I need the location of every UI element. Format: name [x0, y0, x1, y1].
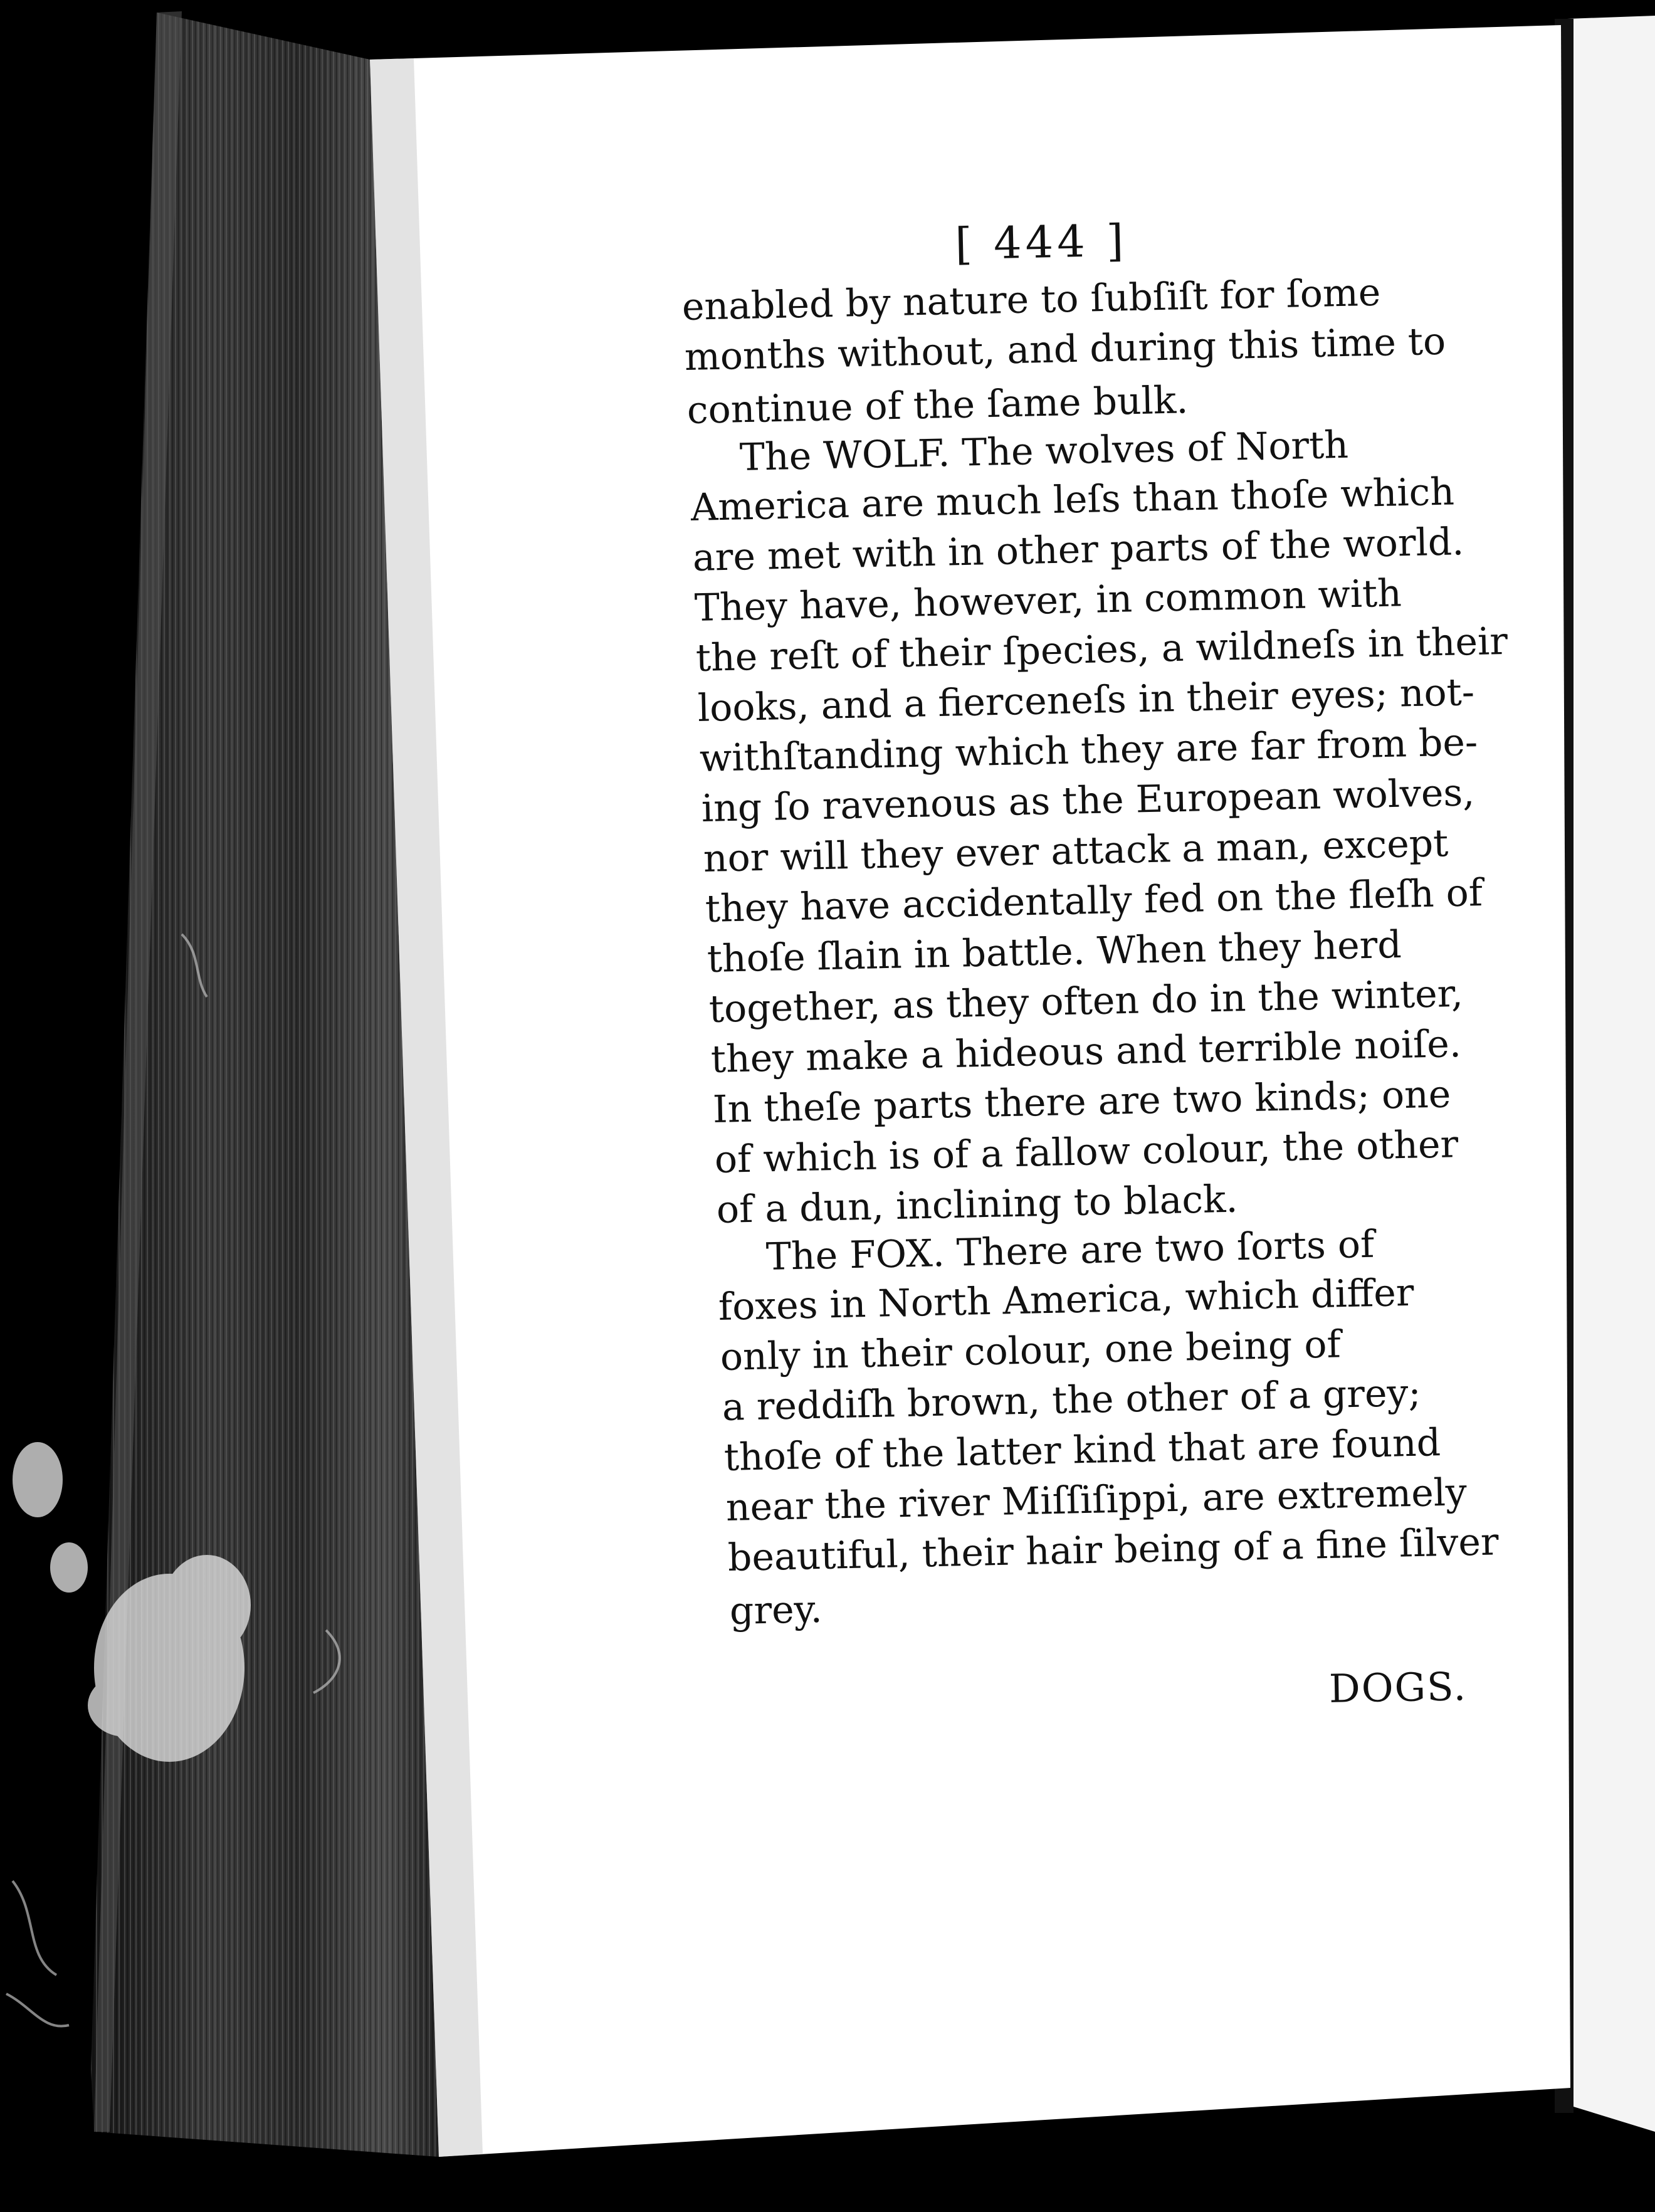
text-line: nor will they ever attack a man, except	[703, 821, 1449, 881]
text-line: In theſe parts there are two kinds; one	[712, 1072, 1451, 1132]
text-line: of a dun, inclining to black.	[716, 1177, 1239, 1232]
text-line: of which is of a fallow colour, the other	[714, 1122, 1459, 1182]
text-line: months without, and during this time to	[684, 319, 1446, 379]
text-line: ing ſo ravenous as the European wolves,	[701, 771, 1475, 831]
text-line: they make a hideous and terrible noiſe.	[710, 1021, 1462, 1082]
text-line: grey.	[729, 1587, 823, 1633]
catchword: DOGS.	[1328, 1663, 1468, 1712]
text-line: The FOX. There are two ſorts of	[765, 1222, 1375, 1279]
text-line: are met with in other parts of the world.	[692, 520, 1464, 580]
text-line: continue of the ſame bulk.	[686, 378, 1189, 433]
text-line: withſtanding which they are far from be-	[699, 720, 1478, 781]
text-line: a reddiſh brown, the other of a grey;	[722, 1371, 1422, 1430]
text-line: thoſe of the latter kind that are found	[723, 1421, 1441, 1480]
text-line: They have, however, in common with	[694, 571, 1402, 630]
text-line: looks, and a fierceneſs in their eyes; not-	[697, 670, 1475, 730]
page-number: [ 444 ]	[954, 214, 1128, 270]
text-line: they have accidentally fed on the fleſh of	[705, 871, 1483, 931]
text-line: The WOLF. The wolves of North	[739, 423, 1349, 480]
text-line: thoſe ſlain in battle. When they herd	[707, 922, 1402, 981]
text-line: America are much leſs than thoſe which	[690, 470, 1455, 530]
text-line: together, as they often do in the winter,	[708, 971, 1464, 1031]
text-line: beautiful, their hair being of a fine ſilver	[727, 1520, 1500, 1580]
text-line: the reſt of their ſpecies, a wildneſs in their	[695, 619, 1508, 680]
text-line: foxes in North America, which differ	[718, 1270, 1415, 1329]
text-line: only in their colour, one being of	[720, 1322, 1342, 1379]
text-line: near the river Miſſiſippi, are extremely	[725, 1470, 1468, 1530]
text-line: enabled by nature to ſubſiſt for ſome	[681, 270, 1381, 329]
